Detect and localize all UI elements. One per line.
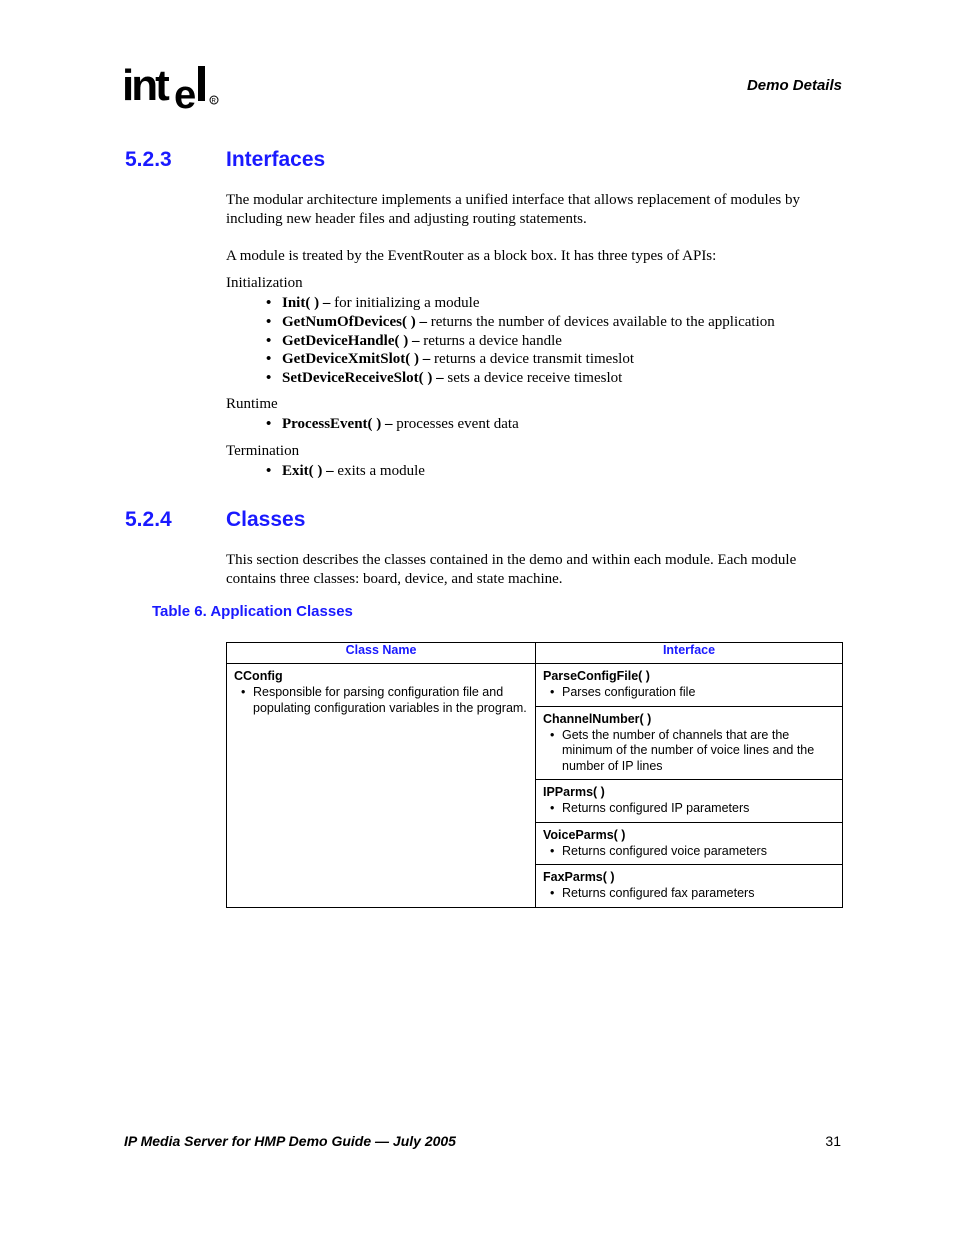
intel-logo (122, 58, 222, 110)
interface-name: VoiceParms( ) (543, 827, 626, 842)
table-row (227, 664, 843, 707)
list-item: • SetDeviceReceiveSlot( ) – sets a device receive timeslot (266, 369, 775, 388)
table-caption: Table 6. Application Classes (152, 603, 353, 620)
api-group-label: Initialization (226, 275, 303, 291)
interface-name: FaxParms( ) (543, 870, 615, 884)
interface-description: • Returns configured voice parameters (543, 844, 835, 860)
list-item: • Init( ) – for initializing a module (266, 294, 775, 313)
api-group-label: Termination (226, 443, 300, 459)
list-item: • GetDeviceXmitSlot( ) – returns a device transmit timeslot (266, 350, 775, 369)
page-number: 31 (825, 1133, 841, 1149)
svg-text:R: R (211, 98, 216, 105)
interfaces-paragraph-1: The modular architecture implements a unified interface that allows replacement of modules by including new header files and adjusting routing statements. (226, 192, 800, 227)
interface-cell (536, 706, 843, 780)
section-title: Interfaces (226, 148, 326, 171)
interface-cell (536, 865, 843, 908)
interface-description: • Parses configuration file (543, 685, 835, 701)
interface-name: ChannelNumber( ) (543, 711, 652, 726)
list-item: • GetNumOfDevices( ) – returns the number of devices available to the application (266, 313, 775, 332)
interface-name: IPParms( ) (543, 785, 605, 799)
column-header-class-name: Class Name (227, 643, 536, 664)
svg-text:e: e (174, 73, 195, 110)
header-section-label: Demo Details (746, 77, 842, 94)
column-header-interface: Interface (536, 643, 843, 664)
list-item: • ProcessEvent( ) – processes event data (266, 415, 519, 434)
section-number: 5.2.4 (125, 508, 172, 531)
interfaces-paragraph-2: A module is treated by the EventRouter as a block box. It has three types of APIs: (226, 248, 717, 264)
list-item: • Exit( ) – exits a module (266, 462, 425, 481)
interface-description: • Returns configured IP parameters (543, 801, 835, 817)
application-classes-table (226, 642, 843, 908)
class-cell (227, 664, 536, 908)
interface-description: • Returns configured fax parameters (543, 886, 835, 902)
interface-name: ParseConfigFile( ) (543, 669, 650, 683)
section-title: Classes (226, 508, 306, 531)
classes-paragraph: This section describes the classes contained in the demo and within each module. Each module contains three classes: board, device, and state machine. (226, 552, 797, 587)
interface-cell (536, 780, 843, 823)
section-524-heading (125, 508, 525, 538)
interface-cell (536, 822, 843, 865)
runtime-api-list (266, 415, 519, 434)
svg-text:int: int (122, 61, 167, 110)
api-group-label: Runtime (226, 396, 278, 412)
interface-description: • Gets the number of channels that are the minimum of the number of voice lines and the number of IP lines (543, 728, 835, 775)
list-item: • GetDeviceHandle( ) – returns a device handle (266, 332, 775, 351)
class-description: • Responsible for parsing configuration file and populating configuration variables in the program. (234, 685, 528, 716)
section-523-heading (125, 148, 525, 178)
section-number: 5.2.3 (125, 148, 172, 171)
initialization-api-list (266, 294, 775, 388)
interface-cell (536, 664, 843, 707)
termination-api-list (266, 462, 425, 481)
class-name: CConfig (234, 669, 283, 683)
footer-document-title: IP Media Server for HMP Demo Guide — July 2005 (124, 1133, 456, 1149)
